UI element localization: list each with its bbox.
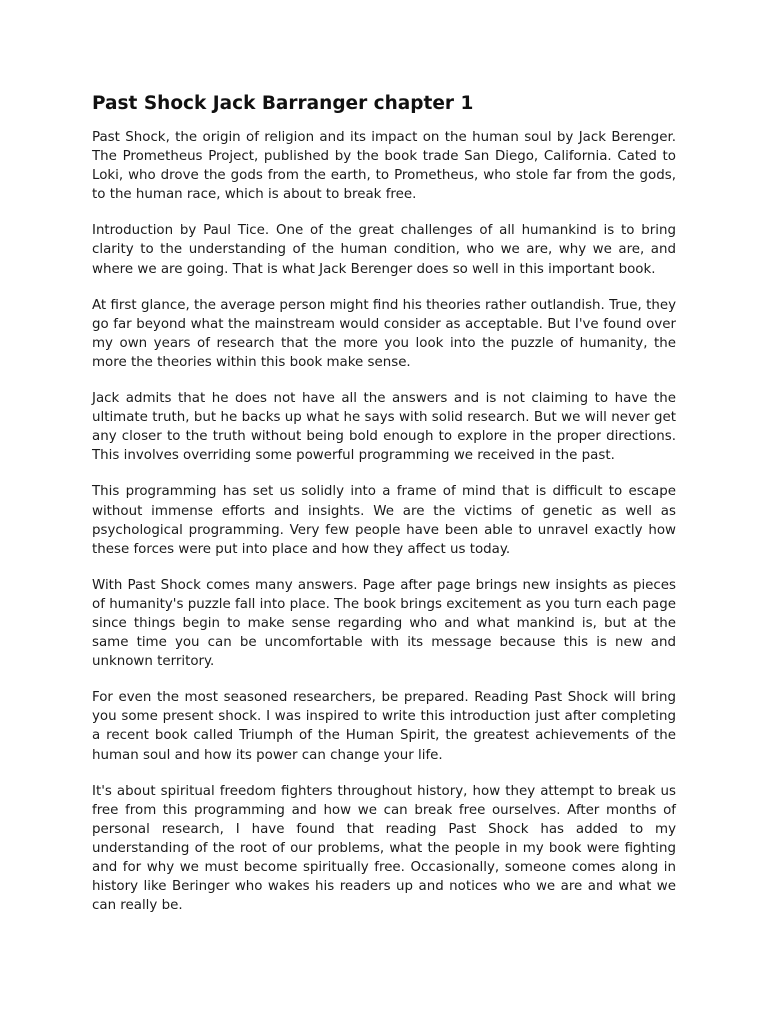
document-page [92,92,676,932]
paragraph: Jack admits that he does not have all the answers and is not claiming to have the ultimate truth, but he backs up what he says with solid research. But we will never get any closer to the truth without being bold enough to explore in the proper directions. This involves overriding some powerful programming we received in the past. [92,391,676,464]
document-title: Past Shock Jack Barranger chapter 1 [92,93,474,114]
paragraph: At first glance, the average person might find his theories rather outlandish. True, they go far beyond what the mainstream would consider as acceptable. But I've found over my own years of research that the more you look into the puzzle of humanity, the more the theories within this book make sense. [92,297,676,370]
paragraph: Introduction by Paul Tice. One of the great challenges of all humankind is to bring clarity to the understanding of the human condition, who we are, why we are, and where we are going. That is what Jack Berenger does so well in this important book. [92,223,676,277]
paragraph: This programming has set us solidly into a frame of mind that is difficult to escape without immense efforts and insights. We are the victims of genetic as well as psychological programming. Very few people have been able to unravel exactly how these forces were put into place and how they affect us today. [92,484,676,557]
paragraph: With Past Shock comes many answers. Page after page brings new insights as pieces of humanity's puzzle fall into place. The book brings excitement as you turn each page since things begin to make sense regarding who and what mankind is, but at the same time you can be uncomfortable with its message because this is new and unknown territory. [92,577,676,670]
paragraph: For even the most seasoned researchers, be prepared. Reading Past Shock will bring you some present shock. I was inspired to write this introduction just after completing a recent book called Triumph of the Human Spirit, the greatest achievements of the human soul and how its power can change your life. [92,690,676,763]
paragraph: Past Shock, the origin of religion and its impact on the human soul by Jack Berenger. The Prometheus Project, published by the book trade San Diego, California. Cated to Loki, who drove the gods from the earth, to Prometheus, who stole far from the gods, to the human race, which is about to break free. [92,130,676,203]
paragraph: It's about spiritual freedom fighters throughout history, how they attempt to break us free from this programming and how we can break free ourselves. After months of personal research, I have found that reading Past Shock has added to my understanding of the root of our problems, what the people in my book were fighting and for why we must become spiritually free. Occasionally, someone comes along in history like Beringer who wakes his readers up and notices who we are and what we can really be. [92,783,676,914]
